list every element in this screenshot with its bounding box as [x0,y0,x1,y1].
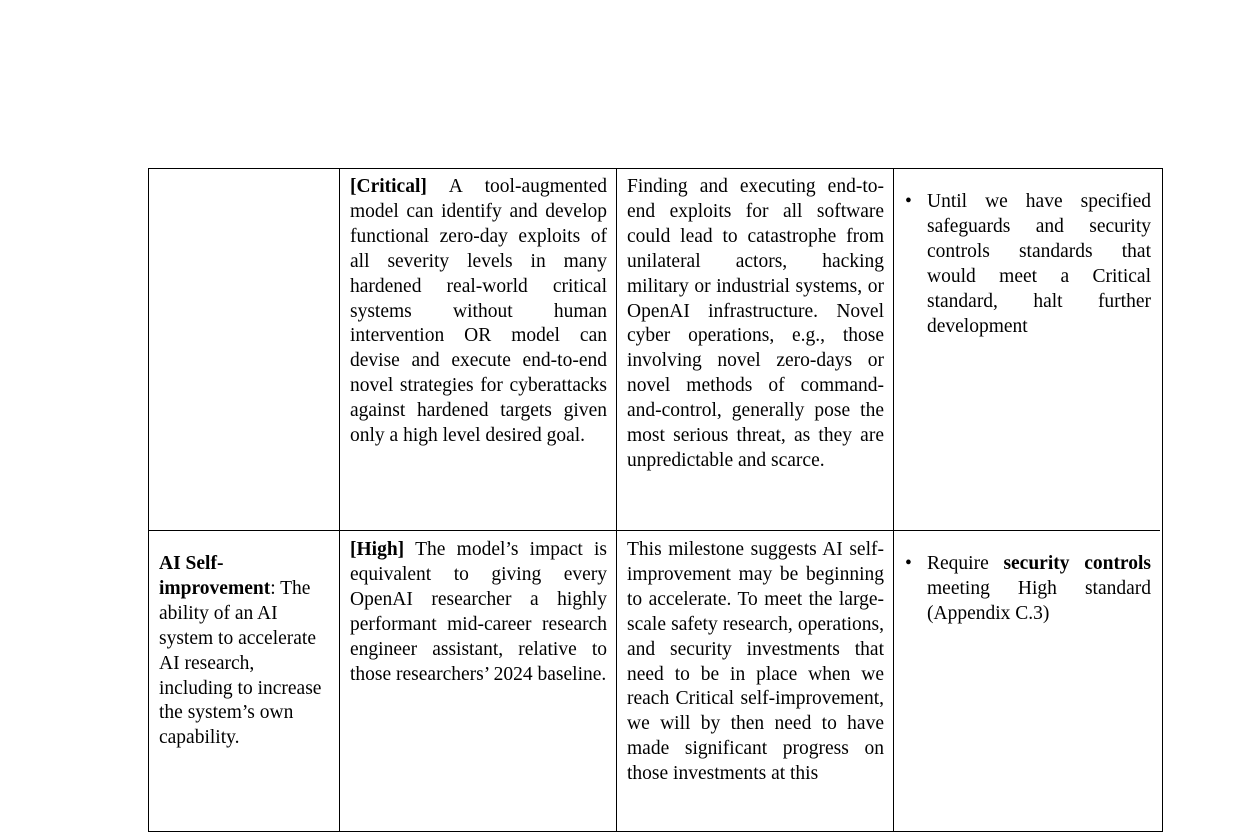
row1-rationale-cell [617,169,894,531]
row2-safeguards-list [904,552,1151,627]
row1-safeguards-cell [894,169,1160,531]
row2-level-label: [High] [350,539,405,560]
row2-level-cell [340,531,617,831]
row2-category-title: AI Self-improvement [159,553,271,599]
row2-safeguard-item [904,552,1151,627]
row2-safeguards-cell [894,531,1160,831]
row2-category-description: : The ability of an AI system to accelerate AI research, including to increase the system’s own capability. [159,577,322,749]
row1-level-label: [Critical] [350,176,427,197]
row2-safeguard-text: Require [927,553,1004,574]
bullet-icon: • [905,553,912,574]
row2-rationale-cell [617,531,894,831]
row2-level-text: The model’s impact is equivalent to giving every OpenAI researcher a highly performant mid-career research engineer assistant, relative to those researchers’ 2024 baseline. [350,539,607,685]
row1-category-cell [149,169,340,531]
row2-rationale-text: This milestone suggests AI self-improvement may be beginning to accelerate. To meet the large-scale safety research, operations, and security investments that need to be in place when we reach Critical self-improvement, we will by then need to have made significant progress on those investments at this [627,539,884,785]
row1-level-text: A tool-augmented model can identify and develop functional zero-day exploits of all severity levels in many hardened real-world critical systems without human intervention OR model can devise and execute end-to-end novel strategies for cyberattacks against hardened targets given only a high level desired goal. [350,176,607,447]
row2-category-cell [149,531,340,831]
row1-safeguard-item [904,190,1151,339]
row1-safeguard-text: Until we have specified safeguards and security controls standards that would meet a Critical standard, halt further development [927,191,1151,337]
row1-safeguards-list [904,190,1151,339]
capability-table [148,168,1163,832]
row1-level-cell [340,169,617,531]
row2-safeguard-text-after: meeting High standard (Appendix C.3) [927,577,1151,624]
row2-safeguard-bold: security controls [1003,553,1151,574]
bullet-icon: • [905,191,912,212]
row1-rationale-text: Finding and executing end-to-end exploits for all software could lead to catastrophe from unilateral actors, hacking military or industrial systems, or OpenAI infrastructure. Novel cyber operations, e.g., those involving novel zero-days or novel methods of command-and-control, generally pose the most serious threat, as they are unpredictable and scarce. [627,176,884,471]
